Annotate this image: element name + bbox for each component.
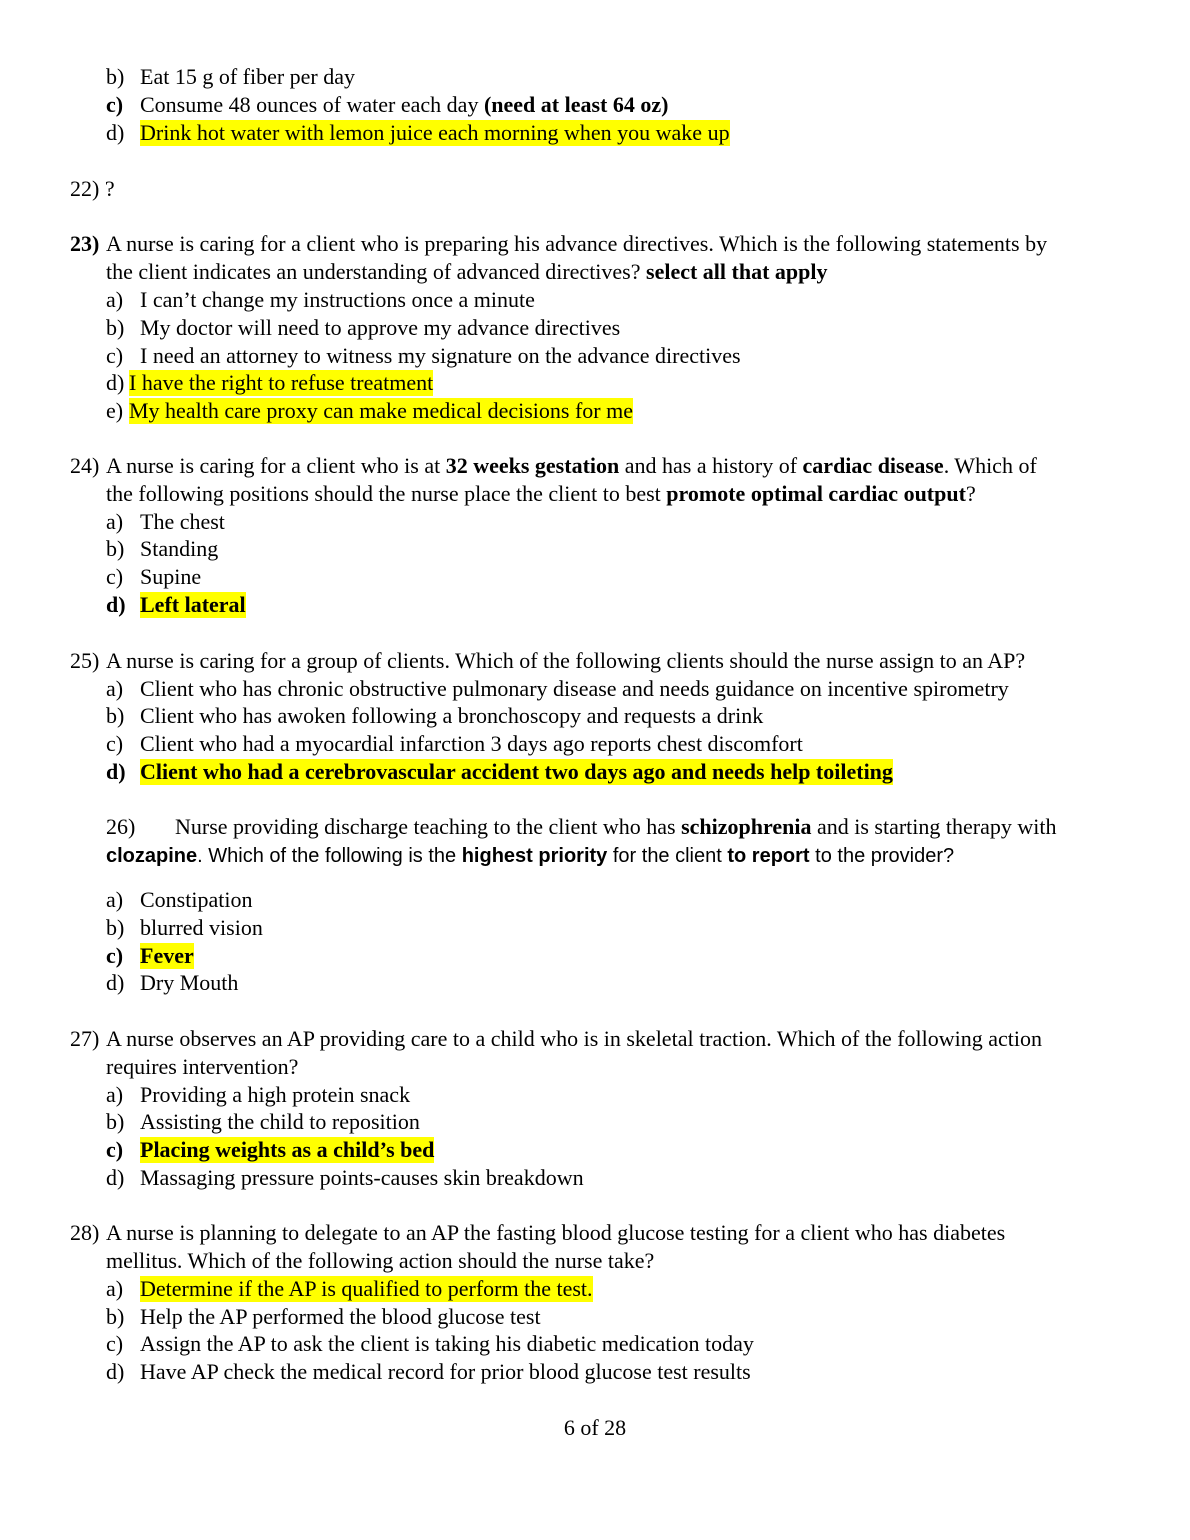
highlighted-answer: My health care proxy can make medical decisions for me — [129, 398, 633, 423]
highlighted-answer: Client who had a cerebrovascular accident two days ago and needs help toileting — [140, 759, 893, 784]
highlighted-answer: Drink hot water with lemon juice each morning when you wake up — [140, 120, 730, 145]
highlighted-answer: I have the right to refuse treatment — [129, 370, 434, 395]
highlighted-answer: Fever — [140, 943, 194, 968]
highlighted-answer: Placing weights as a child’s bed — [140, 1137, 435, 1162]
highlighted-answer: Determine if the AP is qualified to perform the test. — [140, 1276, 593, 1301]
q22-stem: 22) ? — [70, 176, 115, 201]
highlighted-answer: Left lateral — [140, 592, 246, 617]
page-number: 6 of 28 — [563, 1415, 627, 1440]
